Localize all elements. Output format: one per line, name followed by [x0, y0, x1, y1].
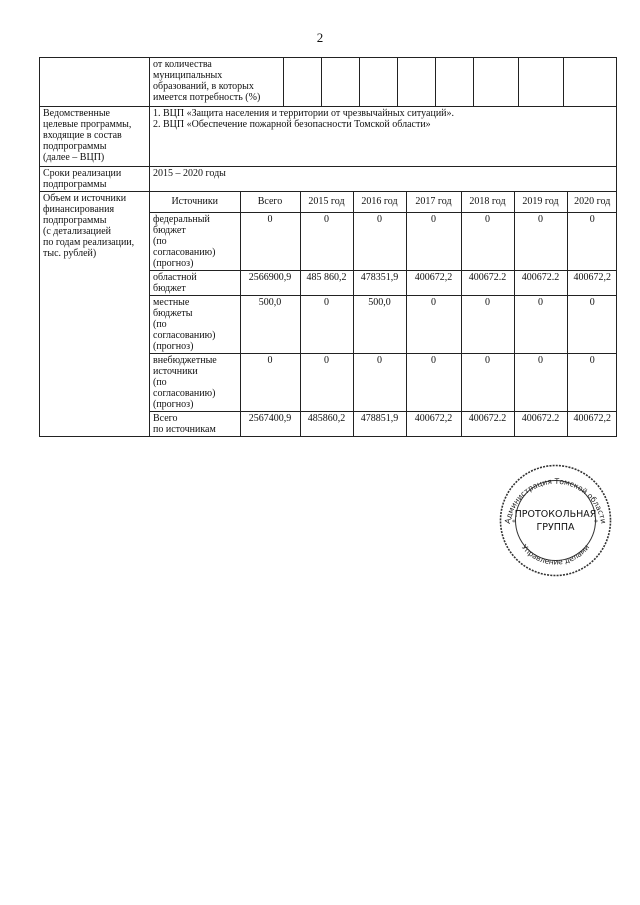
funding-value: 500,0	[353, 295, 406, 353]
funding-header: 2018 год	[461, 192, 514, 212]
funding-value: 0	[461, 295, 514, 353]
funding-value: 400672,2	[567, 270, 617, 295]
funding-source: Всего по источникам	[150, 411, 240, 436]
funding-value: 0	[240, 353, 300, 411]
row-vcp-label: Ведомственные целевые программы, входящие в состав подпрограммы (далее – ВЦП)	[40, 107, 150, 167]
funding-value: 400672.2	[514, 411, 567, 436]
page-number: 2	[316, 30, 324, 45]
funding-header: 2017 год	[406, 192, 461, 212]
funding-value: 0	[461, 353, 514, 411]
indicator-cell	[473, 58, 518, 106]
funding-value: 0	[567, 212, 617, 270]
funding-value: 485 860,2	[300, 270, 353, 295]
funding-total-row	[150, 411, 617, 436]
funding-value: 478851,9	[353, 411, 406, 436]
vcp-item: 1. ВЦП «Защита населения и территории от чрезвычайных ситуаций».	[153, 108, 455, 119]
funding-source: внебюджетные источники (по согласованию) (прогноз)	[150, 353, 240, 411]
indicator-cell	[397, 58, 435, 106]
stamp-center-line1: ПРОТОКОЛЬНАЯ	[514, 509, 597, 520]
funding-row	[150, 270, 617, 295]
indicator-cell	[359, 58, 397, 106]
funding-value: 2567400,9	[240, 411, 300, 436]
funding-row	[150, 353, 617, 411]
funding-header: Всего	[240, 192, 300, 212]
funding-header: 2020 год	[567, 192, 617, 212]
row-period	[40, 167, 617, 192]
row-funding-label: Объем и источники финансирования подпрограммы (с детализацией по годам реализации, тыс. рублей)	[40, 192, 150, 437]
official-stamp	[498, 463, 613, 578]
funding-table	[150, 192, 617, 436]
row-vcp	[40, 107, 617, 167]
funding-value: 400672.2	[461, 270, 514, 295]
funding-source: федеральный бюджет (по согласованию) (прогноз)	[150, 212, 240, 270]
funding-row	[150, 295, 617, 353]
funding-value: 0	[567, 353, 617, 411]
funding-value: 0	[406, 353, 461, 411]
row-period-label: Сроки реализации подпрограммы	[40, 167, 150, 192]
funding-header: Источники	[150, 192, 240, 212]
row-indicator	[40, 58, 617, 107]
funding-header: 2019 год	[514, 192, 567, 212]
funding-source: местные бюджеты (по согласованию) (прогноз)	[150, 295, 240, 353]
indicator-cell	[435, 58, 473, 106]
funding-header: 2015 год	[300, 192, 353, 212]
funding-value: 0	[406, 295, 461, 353]
funding-value: 400672,2	[406, 270, 461, 295]
indicator-cell	[518, 58, 563, 106]
stamp-center-line2: ГРУППА	[536, 522, 575, 533]
funding-value: 0	[300, 212, 353, 270]
funding-value: 0	[353, 212, 406, 270]
funding-value: 0	[406, 212, 461, 270]
funding-value: 0	[300, 295, 353, 353]
funding-source: областной бюджет	[150, 270, 240, 295]
funding-value: 400672,2	[406, 411, 461, 436]
funding-row	[150, 212, 617, 270]
indicator-text: от количества муниципальных образований, в которых имеется потребность (%)	[150, 58, 283, 106]
row-indicator-label	[40, 58, 150, 107]
stamp-star-icon: *	[594, 518, 598, 527]
funding-value: 0	[514, 353, 567, 411]
funding-value: 0	[514, 295, 567, 353]
funding-value: 485860,2	[300, 411, 353, 436]
funding-value: 0	[300, 353, 353, 411]
funding-value: 0	[240, 212, 300, 270]
funding-value: 400672.2	[514, 270, 567, 295]
stamp-star-icon: *	[512, 518, 516, 527]
indicator-subtable	[150, 58, 617, 106]
funding-value: 400672,2	[567, 411, 617, 436]
vcp-item: 2. ВЦП «Обеспечение пожарной безопасности Томской области»	[153, 119, 431, 130]
stamp-ring-top: Администрация Томской области	[502, 476, 609, 525]
funding-header: 2016 год	[353, 192, 406, 212]
indicator-cell	[283, 58, 321, 106]
stamp-ring-bottom: Управление делами	[519, 542, 592, 567]
funding-value: 0	[353, 353, 406, 411]
funding-value: 2566900,9	[240, 270, 300, 295]
indicator-cell	[563, 58, 617, 106]
row-funding	[40, 192, 617, 437]
funding-value: 0	[567, 295, 617, 353]
funding-value: 500,0	[240, 295, 300, 353]
funding-value: 400672.2	[461, 411, 514, 436]
funding-value: 0	[461, 212, 514, 270]
indicator-cell	[321, 58, 359, 106]
passport-table	[39, 57, 617, 437]
row-period-value: 2015 – 2020 годы	[150, 167, 617, 192]
funding-header-row	[150, 192, 617, 212]
funding-value: 478351,9	[353, 270, 406, 295]
funding-value: 0	[514, 212, 567, 270]
